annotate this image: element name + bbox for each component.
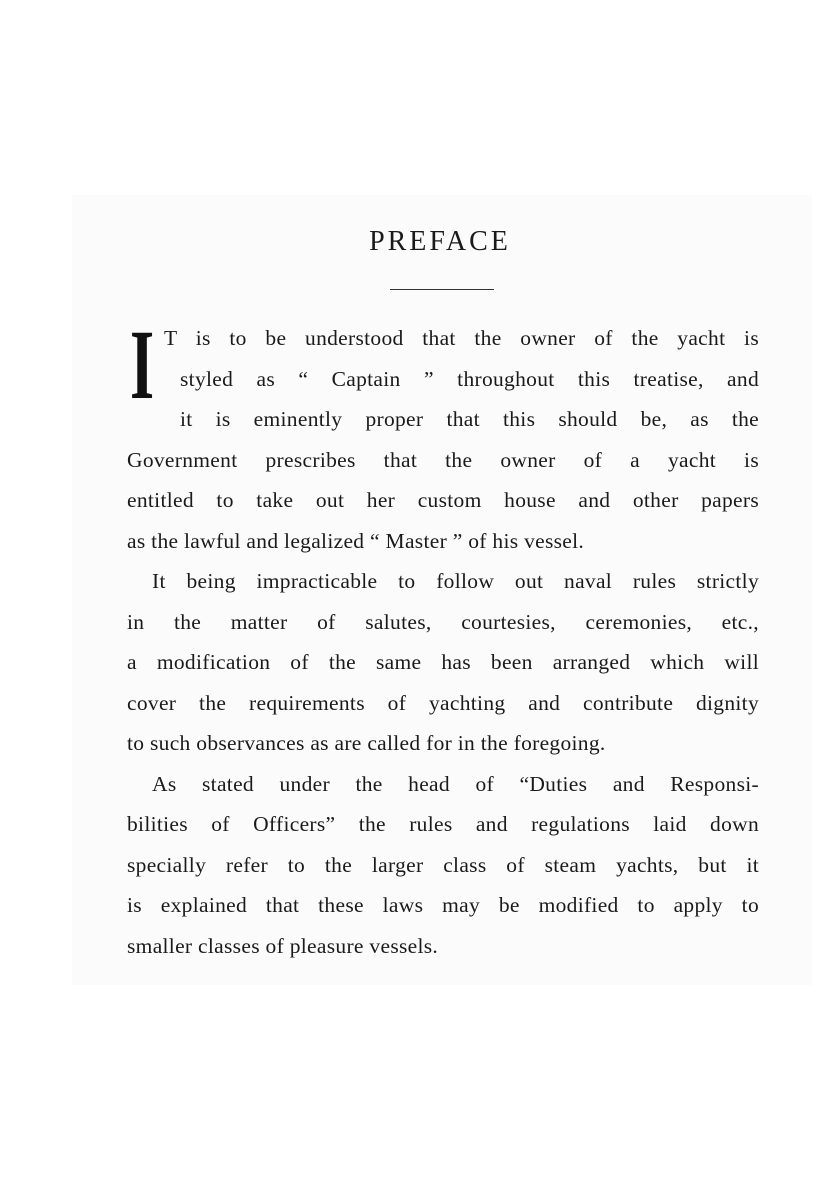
text-line: to such observances as are called for in the foregoing. xyxy=(127,731,606,755)
text-line: is explained that these laws may be modified to apply to xyxy=(127,893,759,917)
text-line: cover the requirements of yachting and contribute dignity xyxy=(127,690,759,715)
paragraph-3 xyxy=(127,764,759,967)
preface-text xyxy=(127,309,759,966)
drop-cap: I xyxy=(130,309,155,420)
text-line: entitled to take out her custom house and other papers xyxy=(127,488,759,512)
paragraph-2 xyxy=(127,561,759,764)
text-line: As stated under the head of “Duties and Responsi- xyxy=(152,771,759,796)
text-line: bilities of Officers” the rules and regulations laid down xyxy=(127,812,759,836)
text-line: styled as “ Captain ” throughout this treatise, and xyxy=(180,366,759,391)
text-line: a modification of the same has been arranged which will xyxy=(127,650,759,674)
text-line: in the matter of salutes, courtesies, ceremonies, etc., xyxy=(127,609,759,634)
page-title: PREFACE xyxy=(369,226,511,257)
title-rule xyxy=(390,289,494,290)
text-line: Government prescribes that the owner of a yacht is xyxy=(127,447,759,472)
text-line: It being impracticable to follow out naval rules strictly xyxy=(152,569,759,593)
text-line: smaller classes of pleasure vessels. xyxy=(127,933,439,958)
text-line: T is to be understood that the owner of the yacht is xyxy=(164,326,759,350)
text-line: specially refer to the larger class of steam yachts, but it xyxy=(127,852,759,877)
text-line: it is eminently proper that this should be, as the xyxy=(180,407,759,431)
text-line: as the lawful and legalized “ Master ” of his vessel. xyxy=(127,528,585,553)
paragraph-1 xyxy=(127,309,759,561)
